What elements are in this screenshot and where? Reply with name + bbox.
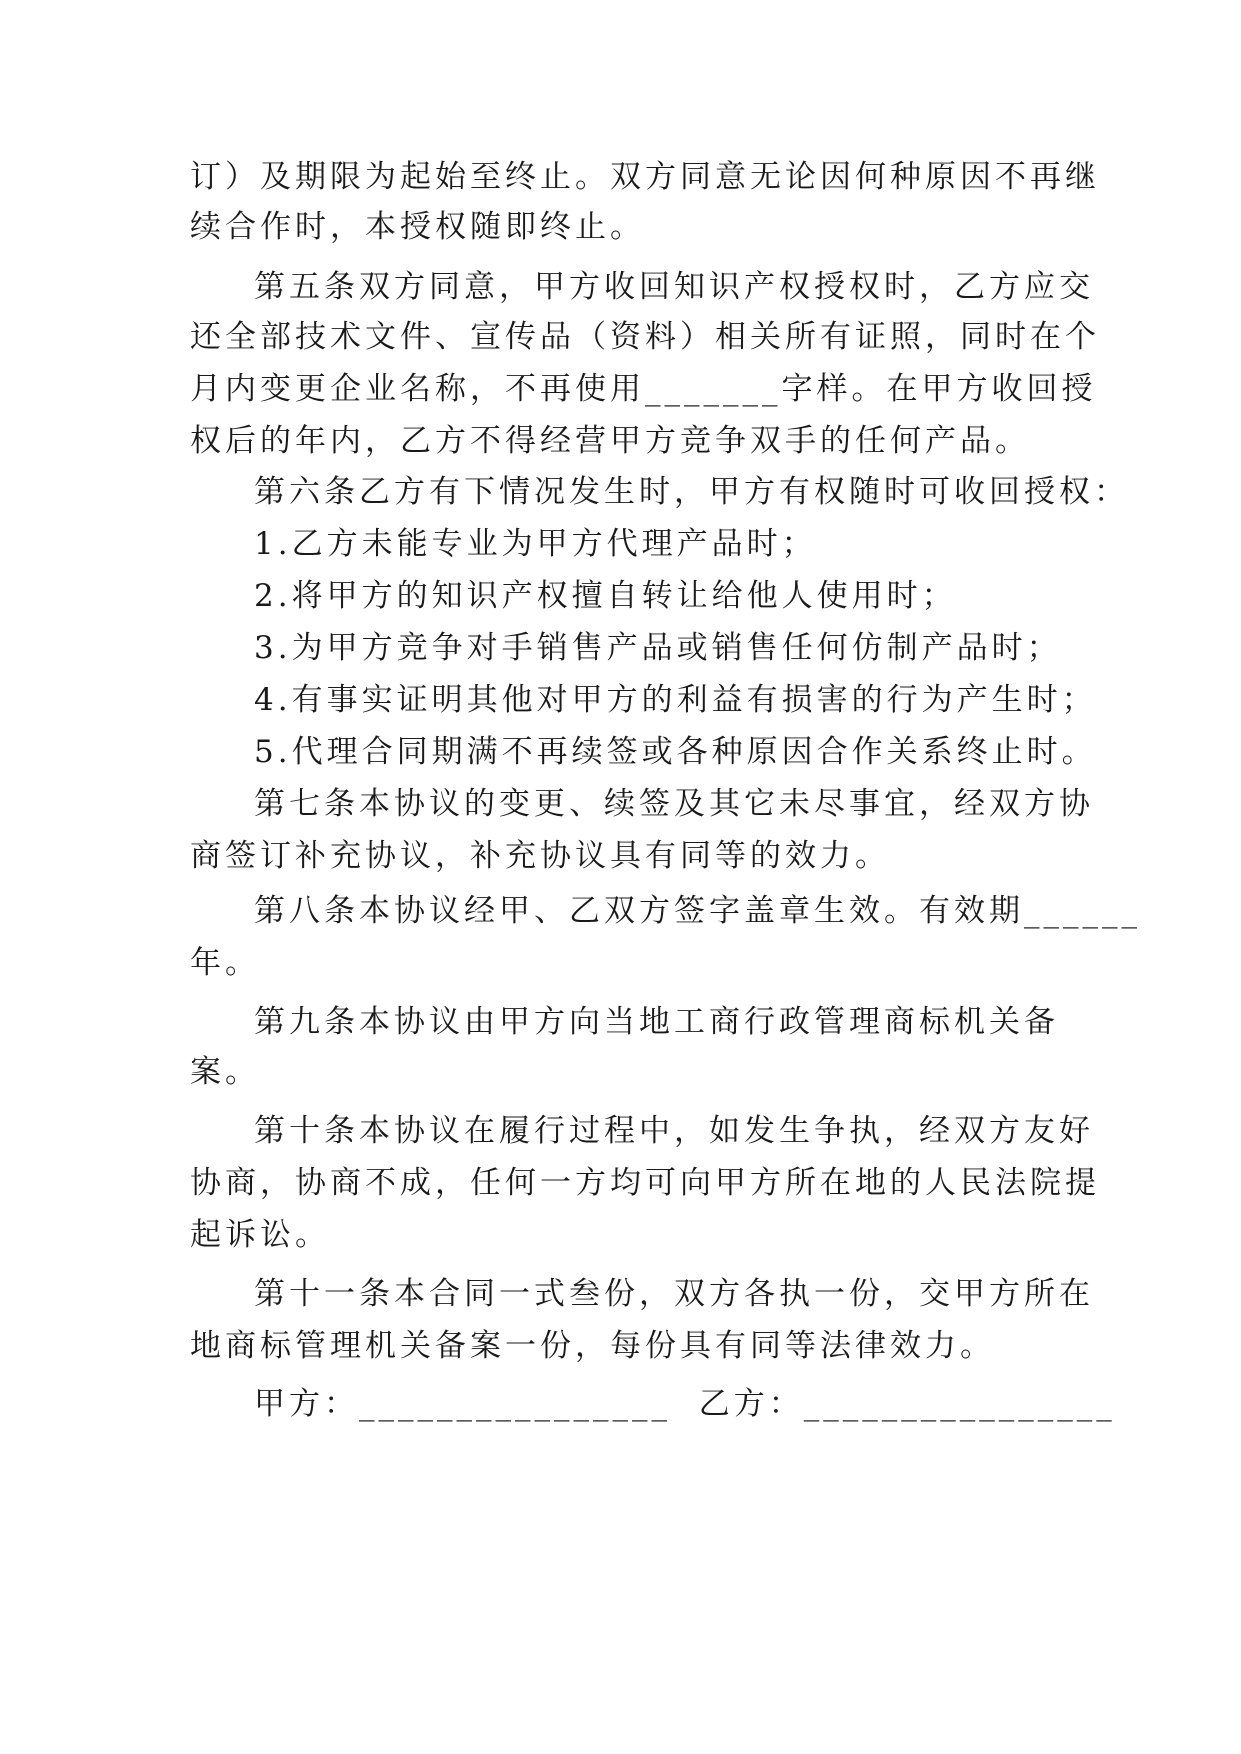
body-line: 权后的年内，乙方不得经营甲方竞争双手的任何产品。 <box>190 423 1030 459</box>
list-item: 4.有事实证明其他对甲方的利益有损害的行为产生时； <box>254 682 1097 718</box>
clause-10-line: 第十条本协议在履行过程中，如发生争执，经双方友好 <box>254 1113 1094 1149</box>
body-line: 年。 <box>190 945 260 981</box>
clause-11-line: 第十一条本合同一式叁份，双方各执一份，交甲方所在 <box>254 1276 1094 1312</box>
body-line: 协商，协商不成，任何一方均可向甲方所在地的人民法院提 <box>190 1165 1100 1201</box>
party-a-label: 甲方： <box>254 1386 359 1422</box>
list-item: 2.将甲方的知识产权擅自转让给他人使用时； <box>254 578 957 614</box>
body-line: 还全部技术文件、宣传品（资料）相关所有证照，同时在个 <box>190 319 1100 355</box>
body-line: 续合作时，本授权随即终止。 <box>190 209 645 245</box>
clause-6-line: 第六条乙方有下情况发生时，甲方有权随时可收回授权： <box>254 474 1129 510</box>
clause-8-line: 第八条本协议经甲、乙双方签字盖章生效。有效期______ <box>254 893 1141 929</box>
list-item: 1.乙方未能专业为甲方代理产品时； <box>254 526 817 562</box>
list-item: 3.为甲方竞争对手销售产品或销售任何仿制产品时； <box>254 630 1062 666</box>
clause-5-line: 第五条双方同意，甲方收回知识产权授权时，乙方应交 <box>254 269 1094 305</box>
clause-7-line: 第七条本协议的变更、续签及其它未尽事宜，经双方协 <box>254 786 1094 822</box>
body-line: 起诉讼。 <box>190 1217 330 1253</box>
body-line: 订）及期限为起始至终止。双方同意无论因何种原因不再继 <box>190 159 1100 195</box>
signature-row <box>254 1384 1116 1424</box>
body-line: 商签订补充协议，补充协议具有同等的效力。 <box>190 838 890 874</box>
clause-9-line: 第九条本协议由甲方向当地工商行政管理商标机关备 <box>254 1004 1059 1040</box>
body-line: 地商标管理机关备案一份，每份具有同等法律效力。 <box>190 1328 995 1364</box>
body-line: 月内变更企业名称，不再使用_______字样。在甲方收回授 <box>190 371 1097 407</box>
party-b-label: 乙方： <box>698 1386 804 1422</box>
list-item: 5.代理合同期满不再续签或各种原因合作关系终止时。 <box>254 734 1097 770</box>
body-line: 案。 <box>190 1054 260 1090</box>
party-a-signature-blank: ________________ <box>359 1386 671 1422</box>
party-b-signature-blank: ________________ <box>803 1386 1116 1422</box>
